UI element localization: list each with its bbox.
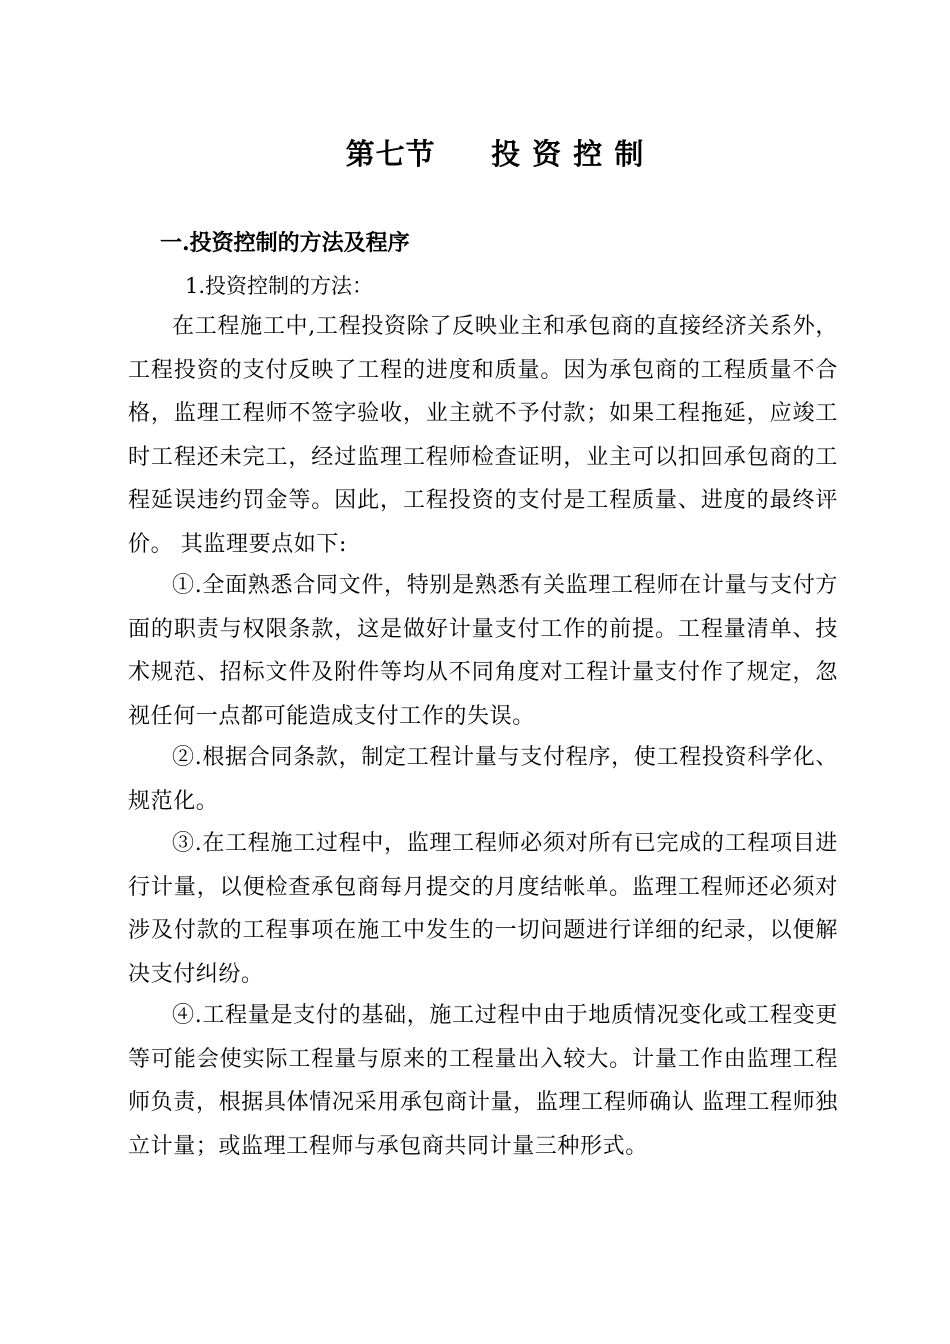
paragraph-point-1: ①.全面熟悉合同文件，特别是熟悉有关监理工程师在计量与支付方面的职责与权限条款，这是做好计量支付工作的前提。工程量清单、技术规范、招标文件及附件等均从不同角度对工程计量支付作了规定，忽视任何一点都可能造成支付工作的失误。 — [128, 573, 838, 729]
paragraph-point-4: ④.工程量是支付的基础，施工过程中由于地质情况变化或工程变更等可能会使实际工程量与原来的工程量出入较大。计量工作由监理工程师负责，根据具体情况采用承包商计量，监理工程师确认 监理工程师独立计量；或监理工程师与承包商共同计量三种形式。 — [128, 1003, 838, 1159]
paragraph-point-3: ③.在工程施工过程中，监理工程师必须对所有已完成的工程项目进行计量，以便检查承包商每月提交的月度结帐单。监理工程师还必须对涉及付款的工程事项在施工中发生的一切问题进行详细的纪录，以便解决支付纠纷。 — [128, 831, 838, 987]
section-title: 第七节 投 资 控 制 — [345, 137, 645, 171]
paragraph-point-2: ②.根据合同条款，制定工程计量与支付程序，使工程投资科学化、规范化。 — [128, 745, 838, 814]
subsection-heading: 1.投资控制的方法： — [185, 274, 374, 298]
paragraph-intro: 在工程施工中,工程投资除了反映业主和承包商的直接经济关系外，工程投资的支付反映了工程的进度和质量。因为承包商的工程质量不合格，监理工程师不签字验收，业主就不予付款；如果工程拖延，应竣工时工程还未完工，经过监理工程师检查证明，业主可以扣回承包商的工程延误违约罚金等。因此，工程投资的支付是工程质量、进度的最终评价。 其监理要点如下: — [128, 314, 838, 557]
section-heading: 一.投资控制的方法及程序 — [160, 230, 410, 256]
